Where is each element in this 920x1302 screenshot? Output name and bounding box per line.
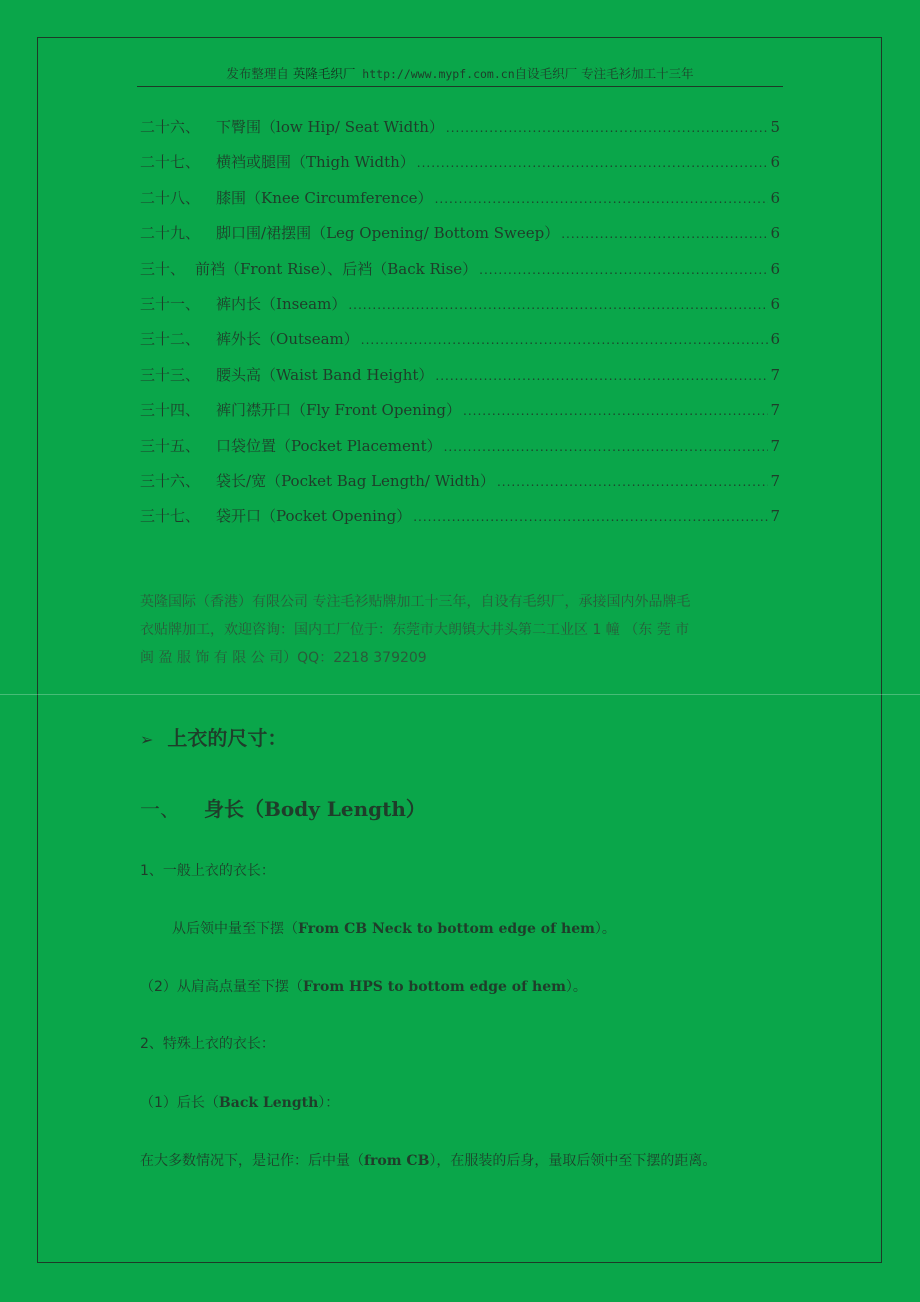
toc-entry[interactable] [140, 393, 780, 428]
toc-entry-title: 脚口围/裙摆围（Leg Opening/ Bottom Sweep） [216, 224, 560, 243]
toc-entry-number: 三十五、 [140, 436, 201, 455]
toc-entry-title: 前裆（Front Rise）、后裆（Back Rise） [195, 259, 478, 278]
toc-entry-page: 6 [770, 153, 780, 172]
chapter-heading [140, 793, 426, 822]
company-line-3: 闽 盈 服 饰 有 限 公 司）QQ：2218 379209 [140, 650, 427, 666]
toc-entry-title: 裤门襟开口（Fly Front Opening） [216, 401, 462, 420]
toc-leader-dots [446, 111, 769, 146]
company-info [140, 588, 780, 672]
paragraph-general-length: 1、一般上衣的衣长： [140, 863, 275, 879]
toc-entry-number: 二十六、 [140, 118, 201, 136]
toc-entry[interactable] [140, 499, 780, 534]
toc-entry-number: 三十一、 [140, 294, 201, 313]
toc-leader-dots [348, 288, 768, 323]
toc-leader-dots [417, 146, 769, 181]
paragraph-back-length [140, 1093, 339, 1113]
toc-entry-title: 袋开口（Pocket Opening） [216, 507, 412, 526]
toc-entry[interactable] [140, 322, 780, 357]
toc-leader-dots [413, 500, 768, 535]
toc-entry-page: 7 [770, 471, 780, 490]
header-url[interactable]: http://www.mypf.com.cn [355, 67, 515, 81]
chapter-title-en: Body Length [264, 797, 406, 821]
toc-entry-page: 6 [770, 259, 780, 278]
p5-end: ）： [318, 1095, 340, 1111]
toc-entry-page: 5 [770, 118, 780, 136]
p3-cn: （2）从肩高点量至下摆（ [140, 979, 303, 995]
toc-entry-number: 二十八、 [140, 188, 201, 207]
toc-leader-dots [463, 394, 768, 429]
toc-entry[interactable] [140, 287, 780, 322]
toc-entry-title: 膝围（Knee Circumference） [216, 188, 433, 207]
chapter-title-cn: 身长（ [204, 797, 264, 821]
p6-b: ），在服装的后身，量取后领中至下摆的距离。 [429, 1153, 717, 1169]
arrow-bullet-icon: ➢ [140, 730, 154, 749]
header-suffix: 自设毛织厂 专注毛衫加工十三年 [514, 66, 694, 81]
toc-leader-dots [361, 323, 769, 358]
toc-entry-page: 7 [770, 401, 780, 420]
toc-entry-page: 7 [770, 507, 780, 526]
p6-a: 在大多数情况下，是记作：后中量（ [140, 1153, 364, 1169]
page-break-divider [0, 694, 920, 695]
company-line-1: 英隆国际（香港）有限公司 专注毛衫贴牌加工十三年，自设有毛织厂，承接国内外品牌毛 [140, 594, 691, 610]
toc-entry-title: 裤外长（Outseam） [216, 330, 359, 349]
toc-leader-dots [435, 359, 768, 394]
toc-entry-page: 6 [770, 188, 780, 207]
paragraph-from-hps [140, 977, 587, 997]
toc-entry-number: 三十三、 [140, 365, 201, 384]
toc-entry-page: 7 [770, 436, 780, 455]
p3-en: From HPS to bottom edge of hem [302, 979, 566, 995]
header-brand: 英隆毛织厂 [292, 66, 356, 81]
toc-entry-title: 裤内长（Inseam） [216, 294, 347, 313]
chapter-title-close: ） [405, 797, 426, 821]
toc-entry-number: 三十七、 [140, 507, 201, 526]
table-of-contents [140, 110, 780, 535]
page-header [137, 64, 783, 87]
toc-entry[interactable] [140, 358, 780, 393]
toc-entry-page: 7 [770, 365, 780, 384]
toc-leader-dots [435, 182, 769, 217]
toc-entry[interactable] [140, 464, 780, 499]
toc-entry-number: 三十二、 [140, 330, 201, 349]
p2-cn: 从后领中量至下摆（ [172, 921, 298, 937]
header-prefix: 发布整理自 [226, 66, 293, 81]
section-title: 上衣的尺寸： [167, 726, 288, 750]
toc-entry-page: 6 [770, 294, 780, 313]
toc-entry-number: 三十四、 [140, 401, 201, 420]
paragraph-from-cb-neck [172, 919, 616, 939]
chapter-number: 一、 [140, 797, 180, 821]
p2-end: ）。 [594, 921, 616, 937]
toc-entry[interactable] [140, 110, 780, 145]
toc-leader-dots [561, 217, 768, 252]
p2-en: From CB Neck to bottom edge of hem [298, 921, 595, 937]
paragraph-special-length: 2、特殊上衣的衣长： [140, 1036, 275, 1052]
p3-end: ）。 [565, 979, 587, 995]
toc-entry-title: 口袋位置（Pocket Placement） [216, 436, 442, 455]
toc-entry-title: 袋长/宽（Pocket Bag Length/ Width） [216, 471, 495, 490]
toc-entry[interactable] [140, 429, 780, 464]
toc-leader-dots [497, 465, 769, 500]
paragraph-cb-measure [140, 1151, 716, 1171]
toc-entry-number: 三十、 [140, 259, 186, 278]
toc-leader-dots [444, 430, 769, 465]
section-heading [140, 722, 287, 751]
toc-entry-number: 二十九、 [140, 224, 201, 243]
p5-cn: （1）后长（ [140, 1095, 219, 1111]
p5-en: Back Length [218, 1095, 319, 1111]
toc-entry-page: 6 [770, 224, 780, 243]
toc-entry[interactable] [140, 252, 780, 287]
toc-entry-number: 二十七、 [140, 153, 201, 172]
toc-entry-number: 三十六、 [140, 471, 201, 490]
p6-en: from CB [364, 1153, 430, 1169]
toc-entry-page: 6 [770, 330, 780, 349]
toc-entry[interactable] [140, 145, 780, 180]
toc-entry[interactable] [140, 181, 780, 216]
toc-entry-title: 腰头高（Waist Band Height） [216, 365, 434, 384]
toc-entry-title: 横裆或腿围（Thigh Width） [216, 153, 415, 172]
toc-entry-title: 下臀围（low Hip/ Seat Width） [216, 118, 444, 136]
toc-entry[interactable] [140, 216, 780, 251]
company-line-2: 衣贴牌加工，欢迎咨询：国内工厂位于：东莞市大朗镇大井头第二工业区 1 幢 （东 莞 市 [140, 622, 690, 638]
toc-leader-dots [479, 253, 768, 288]
